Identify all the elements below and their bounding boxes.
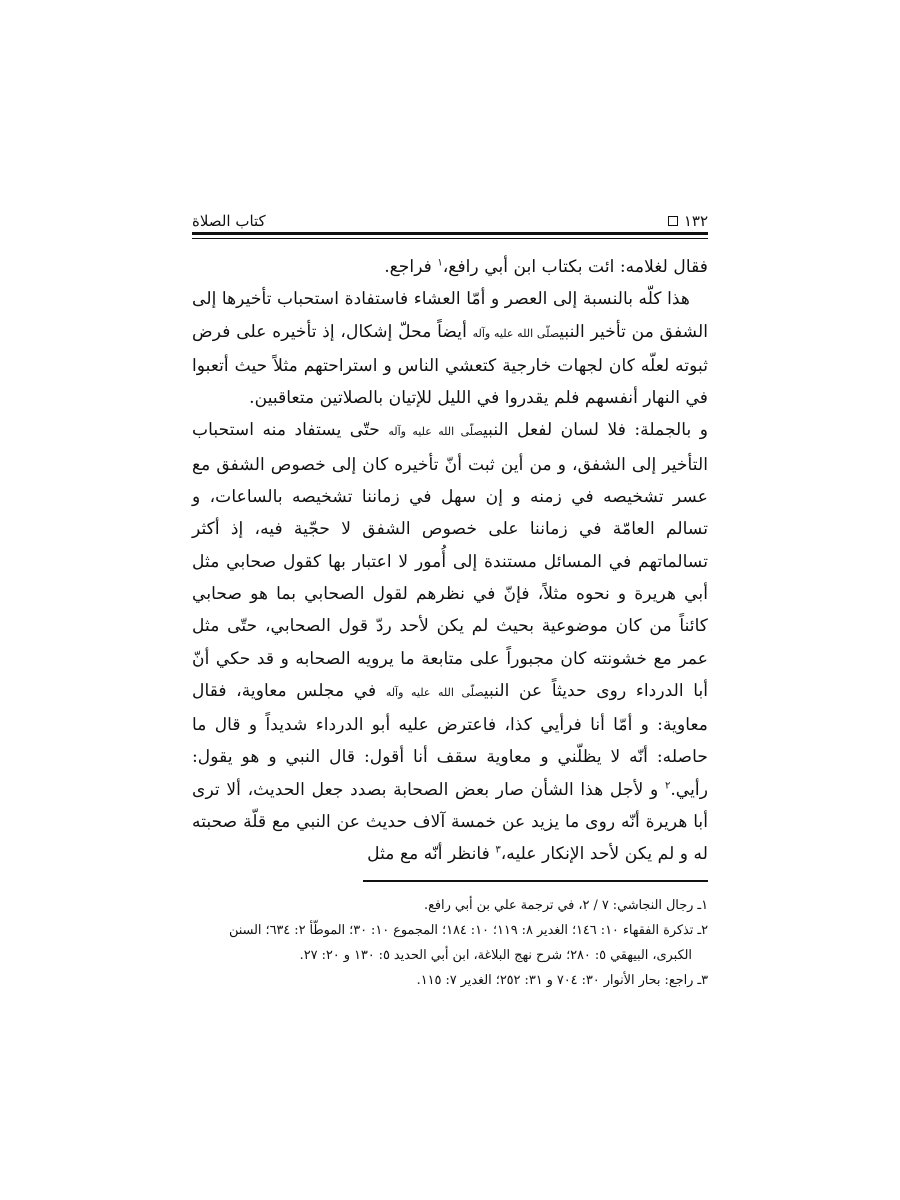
- paragraph-1: فقال لغلامه: ائت بكتاب ابن أبي رافع،$^١$ فراجع.: [384, 257, 708, 277]
- footnote-ref-2: ٢: [664, 780, 671, 792]
- page-number: ١٣٢: [668, 212, 708, 230]
- honorific-glyph: صلّى الله عليه وآله: [388, 425, 483, 439]
- header-rule-thick: [192, 232, 708, 235]
- footnote-2-continuation: الكبرى، البيهقي ٥: ٢٨٠؛ شرح نهج البلاغة، ابن أبي الحديد ٥: ١٣٠ و ٢٠: ٢٧.: [299, 948, 692, 963]
- running-title: كتاب الصلاة: [192, 212, 266, 230]
- footnote-1: ١ـ رجال النجاشي: ٧ / ٢، في ترجمة علي بن أبي رافع.: [424, 898, 708, 913]
- paragraph-3: و بالجملة: فلا لسان لفعل النبيصلّى الله عليه وآله حتّى يستفاد منه استحباب التأخير إلى الشفق، و من أين ثبت أنّ تأخيره كان إلى خصوص الشفق مع عسر تشخيصه في زمنه و إن سهل في زماننا تشخيصه بالساعات، و تسالم العامّة في زماننا على خصوص الشفق لا حجّية فيه، إذ أكثر تسالماتهم في المسائل مستندة إلى أُمور لا اعتبار بها كقول صحابي مثل أبي هريرة و نحوه مثلاً، فإنّ في نظرهم لقول الصحابي بما هو صحابي كائناً من كان موضوعية بحيث لم يكن لأحد ردّ قول الصحابي، حتّى مثل عمر مع خشونته كان مجبوراً على متابعة ما يرويه الصحابه و قد حكي أنّ أبا الدرداء روى حديثاً عن النبيصلّى الله عليه وآله في مجلس معاوية، فقال معاوية: و أمّا أنا فرأيي كذا، فاعترض عليه أبو الدرداء شديداً و قال ما حاصله: أنّه لا يظلّني و معاوية سقف أنا أقول: قال النبي و هو يقول: رأيي.$^٢$ و لأجل هذا الشأن صار بعض الصحابة بصدد جعل الحديث، ألا ترى أبا هريرة أنّه روى ما يزيد عن خمسة آلاف حديث عن النبي مع قلّة صحبته له و لم يكن لأحد الإنكار عليه،$^٣$ فانظر أنّه مع مثل: [192, 420, 709, 865]
- paragraph-2: هذا كلّه بالنسبة إلى العصر و أمّا العشاء فاستفادة استحباب تأخيرها إلى الشفق من تأخير النبيصلّى الله عليه وآله أيضاً محلّ إشكال، إذ تأخيره على فرض ثبوته لعلّه كان لجهات خارجية كتعشي الناس و استراحتهم مثلاً حيث أتعبوا في النهار أنفسهم فلم يقدروا في الليل للإتيان بالصلاتين متعاقبين.: [192, 289, 709, 409]
- footnote-3: ٣ـ راجع: بحار الأنوار ٣٠: ٧٠٤ و ٣١: ٢٥٢؛ الغدير ٧: ١١٥.: [416, 973, 708, 988]
- footnotes: [192, 893, 708, 993]
- honorific-glyph: صلّى الله عليه وآله: [385, 685, 484, 699]
- square-ornament-icon: [668, 216, 678, 226]
- footnote-separator: [363, 880, 708, 882]
- footnote-2: ٢ـ تذكرة الفقهاء ١٠: ١٤٦؛ الغدير ٨: ١١٩؛ ١٠: ١٨٤؛ المجموع ١٠: ٣٠؛ الموطّأ ٢: ٦٣٤؛ السنن: [228, 923, 708, 938]
- header-rule-thin: [192, 238, 708, 239]
- footnote-ref-3: ٣: [495, 844, 501, 856]
- page-header: [192, 196, 708, 230]
- honorific-glyph: صلّى الله عليه وآله: [472, 326, 560, 340]
- main-text: [192, 251, 708, 871]
- footnote-ref-1: ١: [437, 257, 443, 269]
